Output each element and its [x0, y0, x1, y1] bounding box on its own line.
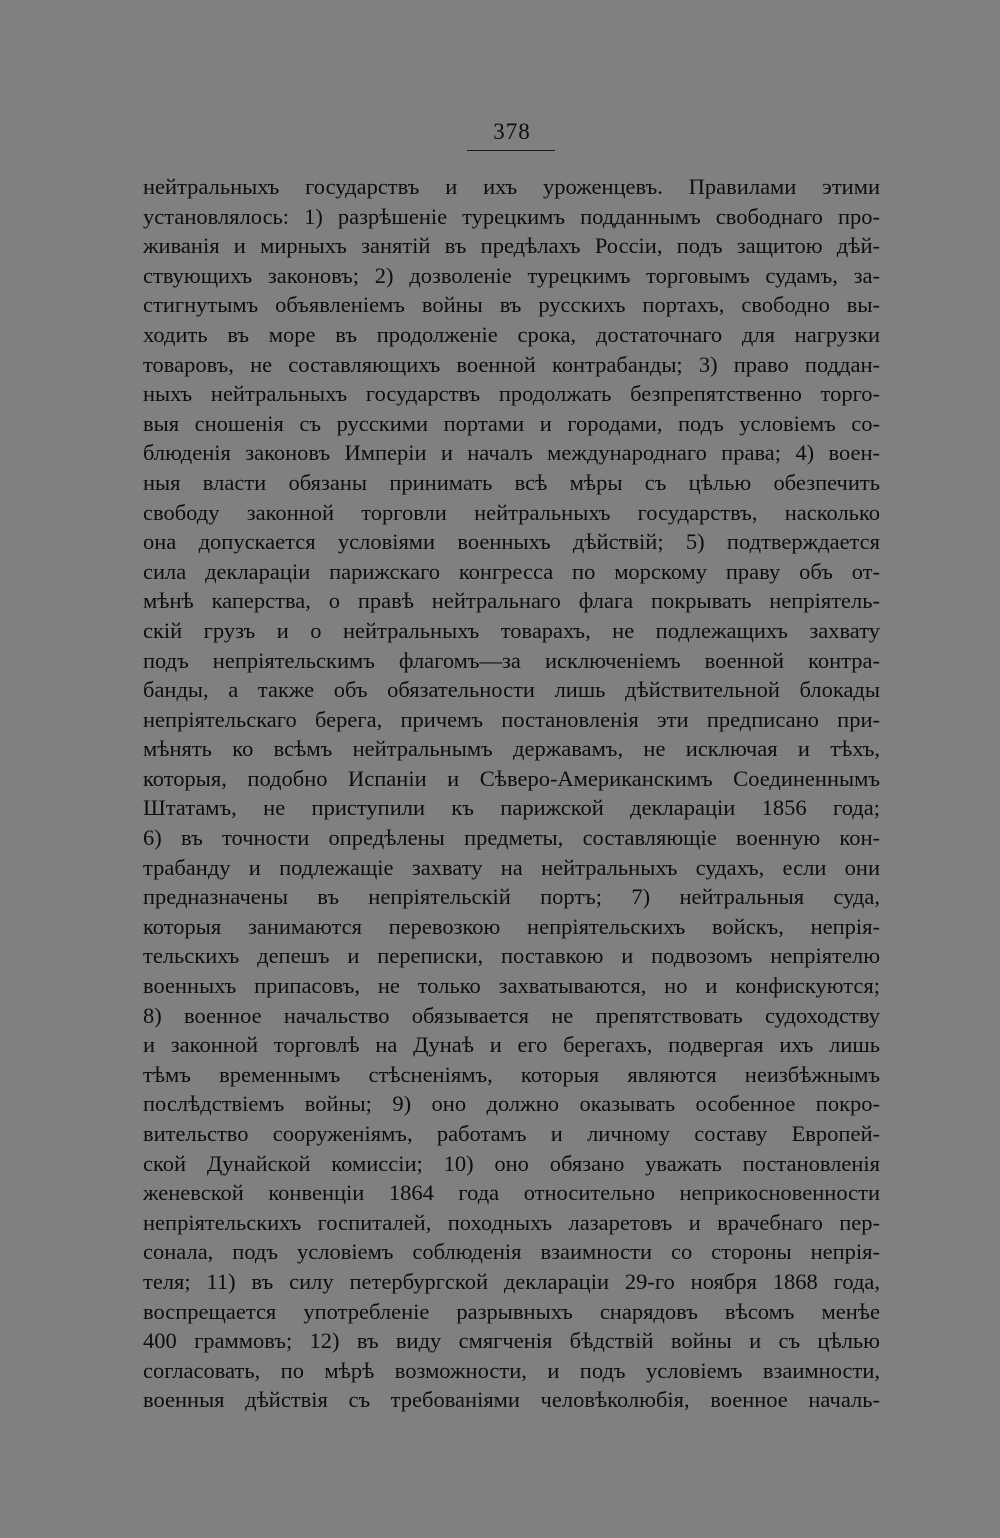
text-line: женевской конвенціи 1864 года относительно неприкосновенности — [143, 1180, 880, 1206]
text-line: которыя, подобно Испаніи и Сѣверо-Американскимъ Соединеннымъ — [143, 765, 880, 791]
text-line: непріятельскаго берега, причемъ постановленія эти предписано при- — [143, 706, 880, 732]
text-line: нейтральныхъ государствъ и ихъ уроженцевъ. Правилами этими — [143, 174, 880, 199]
text-line: военныхъ припасовъ, не только захватываются, но и конфискуются; — [143, 973, 880, 999]
text-line: теля; 11) въ силу петербургской деклараціи 29-го ноября 1868 года, — [143, 1268, 880, 1294]
text-line: трабанду и подлежащіе захвату на нейтральныхъ судахъ, если они — [143, 854, 880, 880]
text-line: вительство сооруженіямъ, работамъ и личному составу Европей- — [143, 1121, 880, 1146]
text-line: и законной торговлѣ на Дунаѣ и его берегахъ, подвергая ихъ лишь — [143, 1032, 880, 1058]
text-line: стигнутымъ объявленіемъ войны въ русскихъ портахъ, свободно вы- — [143, 292, 880, 318]
text-line: она допускается условіями военныхъ дѣйствій; 5) подтверждается — [143, 529, 880, 555]
text-line: блюденія законовъ Имперіи и началъ международнаго права; 4) воен- — [143, 440, 880, 466]
body-text — [143, 172, 880, 1415]
text-line: послѣдствіемъ войны; 9) оно должно оказывать особенное покро- — [143, 1091, 880, 1117]
text-line: свободу законной торговли нейтральныхъ государствъ, насколько — [143, 499, 880, 525]
text-line: непріятельскихъ госпиталей, походныхъ лазаретовъ и врачебнаго пер- — [143, 1209, 880, 1235]
text-line: ской Дунайской комиссіи; 10) оно обязано уважать постановленія — [143, 1150, 880, 1176]
text-line: скій грузъ и о нейтральныхъ товарахъ, не подлежащихъ захвату — [143, 617, 880, 643]
text-line: ходить въ море въ продолженіе срока, достаточнаго для нагрузки — [143, 321, 880, 347]
page-number-rule — [467, 150, 555, 151]
page-number: 378 — [493, 119, 531, 144]
text-line: согласовать, по мѣрѣ возможности, и подъ условіемъ взаимности, — [143, 1357, 880, 1383]
text-line: сонала, подъ условіемъ соблюденія взаимности со стороны непрія- — [143, 1239, 880, 1265]
text-line: 400 граммовъ; 12) въ виду смягченія бѣдствій войны и съ цѣлью — [143, 1328, 880, 1354]
text-line: мѣнѣ каперства, о правѣ нейтральнаго флага покрывать непріятель- — [143, 588, 880, 614]
text-line: воспрещается употребленіе разрывныхъ снарядовъ вѣсомъ менѣе — [143, 1298, 880, 1324]
text-line: товаровъ, не составляющихъ военной контрабанды; 3) право поддан- — [143, 351, 880, 377]
text-line: Штатамъ, не приступили къ парижской деклараціи 1856 года; — [143, 795, 880, 821]
text-line: ныя власти обязаны принимать всѣ мѣры съ цѣлью обезпечить — [143, 469, 880, 495]
text-line: подъ непріятельскимъ флагомъ—за исключеніемъ военной контра- — [143, 647, 880, 673]
text-line: установлялось: 1) разрѣшеніе турецкимъ подданнымъ свободнаго про- — [143, 203, 880, 229]
text-line: военныя дѣйствія съ требованіями человѣколюбія, военное началь- — [143, 1387, 880, 1413]
text-line: выя сношенія съ русскими портами и городами, подъ условіемъ со- — [143, 410, 880, 436]
text-line: ствующихъ законовъ; 2) дозволеніе турецкимъ торговымъ судамъ, за- — [143, 262, 880, 288]
text-line: предназначены въ непріятельскій портъ; 7) нейтральныя суда, — [143, 884, 880, 910]
text-line: тѣмъ временнымъ стѣсненіямъ, которыя являются неизбѣжнымъ — [143, 1061, 880, 1087]
text-line: 8) военное начальство обязывается не препятствовать судоходству — [143, 1002, 880, 1028]
text-line: тельскихъ депешъ и переписки, поставкою и подвозомъ непріятелю — [143, 943, 880, 969]
text-line: мѣнять ко всѣмъ нейтральнымъ державамъ, не исключая и тѣхъ, — [143, 736, 880, 762]
text-line: которыя занимаются перевозкою непріятельскихъ войскъ, непрія- — [143, 913, 880, 939]
text-line: банды, а также объ обязательности лишь дѣйствительной блокады — [143, 677, 880, 703]
text-line: сила деклараціи парижскаго конгресса по морскому праву объ от- — [143, 558, 880, 584]
text-line: живанія и мирныхъ занятій въ предѣлахъ Россіи, подъ защитою дѣй- — [143, 233, 880, 259]
text-line: 6) въ точности опредѣлены предметы, составляющіе военную кон- — [143, 825, 880, 851]
text-line: ныхъ нейтральныхъ государствъ продолжать безпрепятственно торго- — [143, 381, 880, 407]
